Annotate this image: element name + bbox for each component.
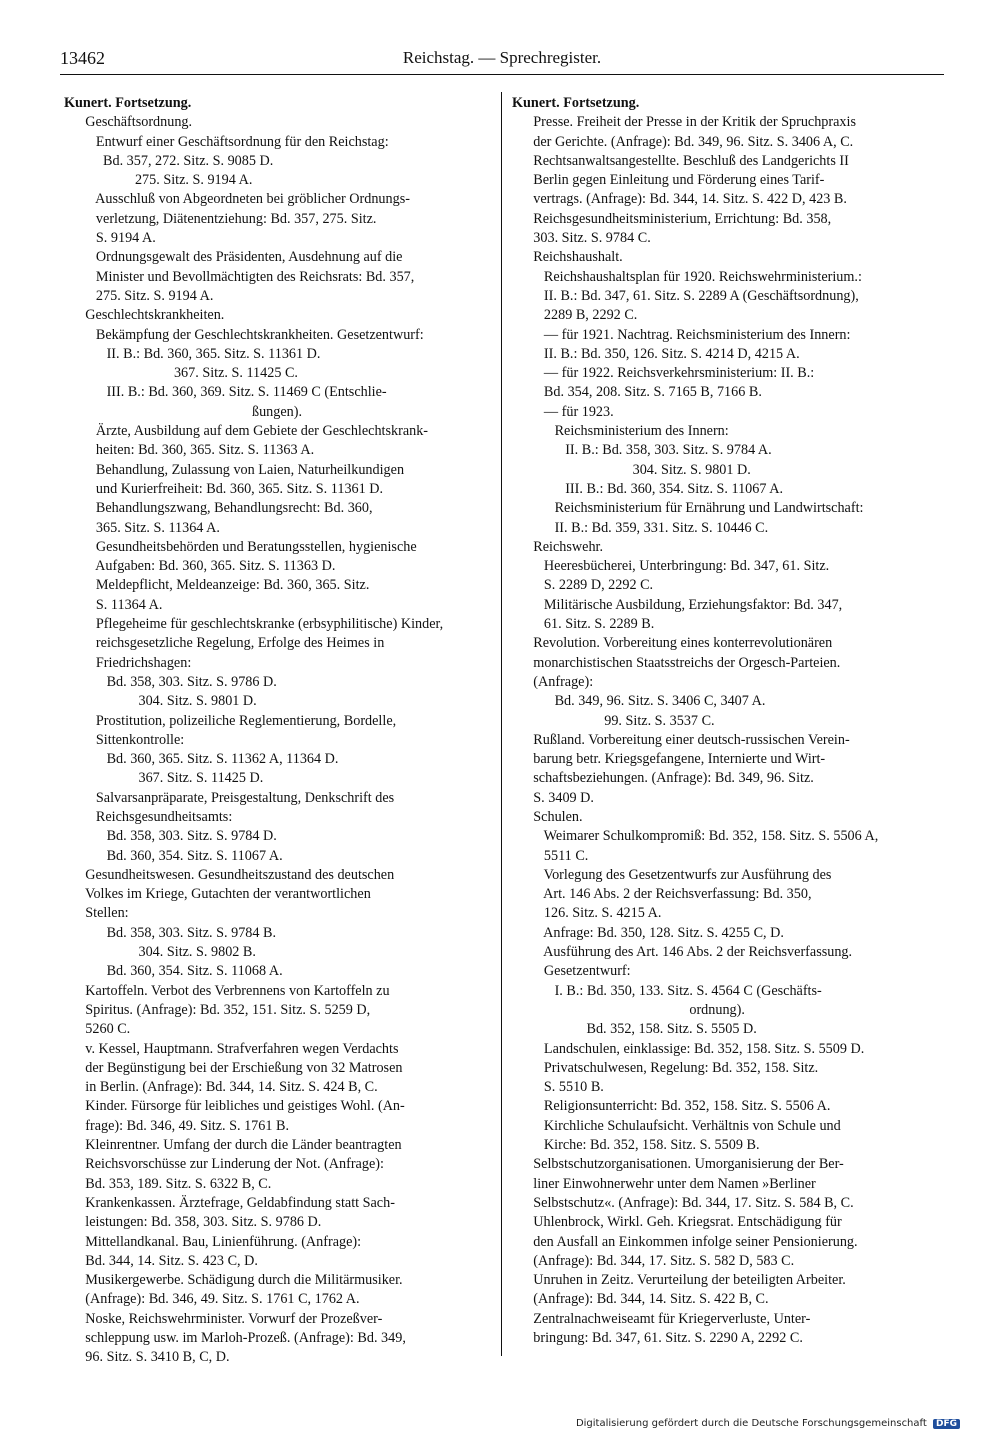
register-line: 99. Sitz. S. 3537 C.: [512, 712, 715, 729]
register-line: Weimarer Schulkompromiß: Bd. 352, 158. Sitz. S. 5506 A,: [512, 828, 879, 845]
right-column: [512, 94, 938, 1348]
register-line: frage): Bd. 346, 49. Sitz. S. 1761 B.: [64, 1117, 290, 1134]
register-line: Bd. 344, 14. Sitz. S. 423 C, D.: [64, 1252, 258, 1269]
register-line: Reichsministerium des Innern:: [512, 423, 729, 440]
register-line: Reichsgesundheitsministerium, Errichtung: Bd. 358,: [512, 210, 832, 227]
register-line: Privatschulwesen, Regelung: Bd. 352, 158. Sitz.: [512, 1059, 819, 1076]
register-line: 275. Sitz. S. 9194 A.: [64, 287, 214, 304]
register-line: Uhlenbrock, Wirkl. Geh. Kriegsrat. Entschädigung für: [512, 1214, 842, 1231]
register-line: Noske, Reichswehrminister. Vorwurf der Prozeßver-: [64, 1310, 383, 1327]
register-line: 304. Sitz. S. 9801 D.: [512, 461, 751, 478]
register-line: Reichshaushaltsplan für 1920. Reichswehrministerium.:: [512, 268, 862, 285]
register-line: Bd. 358, 303. Sitz. S. 9784 B.: [64, 924, 277, 941]
register-line: schleppung usw. im Marloh-Prozeß. (Anfrage): Bd. 349,: [64, 1330, 406, 1346]
continuation-heading: Kunert. Fortsetzung.: [512, 95, 640, 111]
register-line: Geschlechtskrankheiten.: [64, 307, 225, 324]
register-line: Minister und Bevollmächtigten des Reichsrats: Bd. 357,: [64, 268, 415, 285]
register-line: S. 5510 B.: [512, 1079, 604, 1096]
register-line: Reichsgesundheitsamts:: [64, 808, 233, 825]
register-line: ßungen).: [64, 403, 303, 420]
register-line: Bd. 360, 354. Sitz. S. 11068 A.: [64, 963, 283, 980]
register-line: Kleinrentner. Umfang der durch die Länder beantragten: [64, 1137, 402, 1154]
register-line: Bd. 358, 303. Sitz. S. 9786 D.: [64, 673, 277, 690]
register-line: II. B.: Bd. 359, 331. Sitz. S. 10446 C.: [512, 519, 769, 536]
register-line: Kinder. Fürsorge für leibliches und geistiges Wohl. (An-: [64, 1098, 405, 1115]
register-line: II. B.: Bd. 358, 303. Sitz. S. 9784 A.: [512, 442, 772, 459]
register-line: 96. Sitz. S. 3410 B, C, D.: [64, 1349, 230, 1366]
register-line: Volkes im Kriege, Gutachten der verantwortlichen: [64, 886, 371, 903]
register-line: Ausschluß von Abgeordneten bei gröblicher Ordnungs-: [64, 191, 410, 208]
register-line: Reichshaushalt.: [512, 249, 623, 266]
register-line: liner Einwohnerwehr unter dem Namen »Berliner: [512, 1175, 816, 1192]
register-line: ordnung).: [512, 1001, 745, 1018]
register-line: Sittenkontrolle:: [64, 731, 185, 748]
register-line: Bd. 360, 365. Sitz. S. 11362 A, 11364 D.: [64, 751, 339, 768]
register-line: reichsgesetzliche Regelung, Erfolge des Heimes in: [64, 635, 385, 652]
footer-text: Digitalisierung gefördert durch die Deutsche Forschungsgemeinschaft: [575, 1418, 927, 1429]
register-line: den Ausfall an Einkommen infolge seiner Pensionierung.: [512, 1233, 858, 1250]
register-line: Gesundheitswesen. Gesundheitszustand des deutschen: [64, 866, 395, 883]
column-divider: [501, 92, 502, 1356]
register-line: Religionsunterricht: Bd. 352, 158. Sitz. S. 5506 A.: [512, 1098, 831, 1115]
dfg-logo: DFG: [933, 1419, 960, 1429]
register-line: S. 11364 A.: [64, 596, 163, 613]
register-line: Art. 146 Abs. 2 der Reichsverfassung: Bd. 350,: [512, 886, 812, 903]
register-line: — für 1923.: [512, 403, 614, 420]
register-line: Unruhen in Zeitz. Verurteilung der beteiligten Arbeiter.: [512, 1272, 846, 1289]
register-line: Ausführung des Art. 146 Abs. 2 der Reichsverfassung.: [512, 944, 853, 961]
register-line: Bd. 360, 354. Sitz. S. 11067 A.: [64, 847, 283, 864]
register-line: Anfrage: Bd. 350, 128. Sitz. S. 4255 C, D.: [512, 924, 784, 941]
register-line: 367. Sitz. S. 11425 D.: [64, 770, 264, 787]
register-line: Bd. 358, 303. Sitz. S. 9784 D.: [64, 828, 277, 845]
register-line: Friedrichshagen:: [64, 654, 192, 671]
register-line: (Anfrage): Bd. 344, 17. Sitz. S. 582 D, 583 C.: [512, 1252, 795, 1269]
register-line: — für 1921. Nachtrag. Reichsministerium des Innern:: [512, 326, 851, 343]
running-head: Reichstag. — Sprechregister.: [402, 48, 602, 67]
page-header: [60, 44, 944, 72]
register-line: II. B.: Bd. 350, 126. Sitz. S. 4214 D, 4215 A.: [512, 345, 800, 362]
register-line: (Anfrage):: [512, 673, 594, 690]
register-line: 275. Sitz. S. 9194 A.: [64, 172, 253, 189]
register-line: Reichsvorschüsse zur Linderung der Not. (Anfrage):: [64, 1156, 384, 1173]
register-line: S. 2289 D, 2292 C.: [512, 577, 654, 594]
register-line: Presse. Freiheit der Presse in der Kritik der Spruchpraxis: [512, 114, 856, 131]
register-line: Bd. 354, 208. Sitz. S. 7165 B, 7166 B.: [512, 384, 762, 401]
register-line: Stellen:: [64, 905, 129, 922]
register-line: Behandlung, Zulassung von Laien, Naturheilkundigen: [64, 461, 405, 478]
register-line: 61. Sitz. S. 2289 B.: [512, 616, 655, 633]
register-line: 303. Sitz. S. 9784 C.: [512, 230, 651, 247]
register-line: Reichswehr.: [512, 538, 604, 555]
register-line: Reichsministerium für Ernährung und Landwirtschaft:: [512, 500, 864, 517]
register-line: Selbstschutz«. (Anfrage): Bd. 344, 17. Sitz. S. 584 B, C.: [512, 1194, 854, 1211]
register-line: schaftsbeziehungen. (Anfrage): Bd. 349, 96. Sitz.: [512, 770, 814, 787]
register-line: Vorlegung des Gesetzentwurfs zur Ausführung des: [512, 866, 832, 883]
register-line: Kirche: Bd. 352, 158. Sitz. S. 5509 B.: [512, 1137, 760, 1154]
register-line: 126. Sitz. S. 4215 A.: [512, 905, 662, 922]
register-line: II. B.: Bd. 360, 365. Sitz. S. 11361 D.: [64, 345, 321, 362]
register-line: Prostitution, polizeiliche Reglementierung, Bordelle,: [64, 712, 397, 729]
register-line: heiten: Bd. 360, 365. Sitz. S. 11363 A.: [64, 442, 315, 459]
register-line: Meldepflicht, Meldeanzeige: Bd. 360, 365. Sitz.: [64, 577, 370, 594]
register-line: barung betr. Kriegsgefangene, Internierte und Wirt-: [512, 751, 826, 768]
register-line: — für 1922. Reichsverkehrsministerium: II. B.:: [512, 365, 815, 382]
register-line: Behandlungszwang, Behandlungsrecht: Bd. 360,: [64, 500, 373, 517]
register-line: Berlin gegen Einleitung und Förderung eines Tarif-: [512, 172, 825, 189]
register-line: Geschäftsordnung.: [64, 114, 193, 131]
register-line: Kirchliche Schulaufsicht. Verhältnis von Schule und: [512, 1117, 841, 1134]
register-line: S. 9194 A.: [64, 230, 156, 247]
continuation-heading: Kunert. Fortsetzung.: [64, 95, 192, 111]
register-line: III. B.: Bd. 360, 369. Sitz. S. 11469 C (Entschlie-: [64, 384, 387, 401]
register-line: der Gerichte. (Anfrage): Bd. 349, 96. Sitz. S. 3406 A, C.: [512, 133, 854, 150]
register-line: III. B.: Bd. 360, 354. Sitz. S. 11067 A.: [512, 480, 784, 497]
register-line: Zentralnachweiseamt für Kriegerverluste, Unter-: [512, 1310, 811, 1327]
register-line: Bd. 349, 96. Sitz. S. 3406 C, 3407 A.: [512, 693, 766, 710]
register-line: 365. Sitz. S. 11364 A.: [64, 519, 220, 536]
register-line: 304. Sitz. S. 9801 D.: [64, 693, 257, 710]
register-line: Salvarsanpräparate, Preisgestaltung, Denkschrift des: [64, 789, 395, 806]
register-line: Aufgaben: Bd. 360, 365. Sitz. S. 11363 D.: [64, 558, 336, 575]
register-line: Selbstschutzorganisationen. Umorganisierung der Ber-: [512, 1156, 844, 1173]
register-line: 367. Sitz. S. 11425 C.: [64, 365, 298, 382]
register-line: 5260 C.: [64, 1021, 131, 1038]
register-line: Ordnungsgewalt des Präsidenten, Ausdehnung auf die: [64, 249, 403, 266]
register-line: Bekämpfung der Geschlechtskrankheiten. Gesetzentwurf:: [64, 326, 424, 343]
register-line: Landschulen, einklassige: Bd. 352, 158. Sitz. S. 5509 D.: [512, 1040, 865, 1057]
register-line: Gesundheitsbehörden und Beratungsstellen, hygienische: [64, 538, 417, 555]
register-line: Militärische Ausbildung, Erziehungsfaktor: Bd. 347,: [512, 596, 843, 613]
register-line: bringung: Bd. 347, 61. Sitz. S. 2290 A, 2292 C.: [512, 1330, 803, 1346]
register-line: I. B.: Bd. 350, 133. Sitz. S. 4564 C (Geschäfts-: [512, 982, 822, 999]
footer-note: [576, 1418, 960, 1429]
register-line: Pflegeheime für geschlechtskranke (erbsyphilitische) Kinder,: [64, 616, 444, 633]
register-line: 304. Sitz. S. 9802 B.: [64, 944, 256, 961]
register-line: v. Kessel, Hauptmann. Strafverfahren wegen Verdachts: [64, 1040, 399, 1057]
register-line: Kartoffeln. Verbot des Verbrennens von Kartoffeln zu: [64, 982, 390, 999]
register-line: Entwurf einer Geschäftsordnung für den Reichstag:: [64, 133, 389, 150]
register-line: verletzung, Diätenentziehung: Bd. 357, 275. Sitz.: [64, 210, 377, 227]
register-line: (Anfrage): Bd. 344, 14. Sitz. S. 422 B, C.: [512, 1291, 769, 1308]
register-line: Mittellandkanal. Bau, Linienführung. (Anfrage):: [64, 1233, 362, 1250]
register-line: in Berlin. (Anfrage): Bd. 344, 14. Sitz. S. 424 B, C.: [64, 1079, 378, 1096]
register-line: Rechtsanwaltsangestellte. Beschluß des Landgerichts II: [512, 152, 849, 169]
register-line: leistungen: Bd. 358, 303. Sitz. S. 9786 D.: [64, 1214, 322, 1231]
register-line: vertrags. (Anfrage): Bd. 344, 14. Sitz. S. 422 D, 423 B.: [512, 191, 847, 208]
left-column: [64, 94, 484, 1368]
register-line: und Kurierfreiheit: Bd. 360, 365. Sitz. S. 11361 D.: [64, 480, 384, 497]
register-line: II. B.: Bd. 347, 61. Sitz. S. 2289 A (Geschäftsordnung),: [512, 287, 859, 304]
register-line: 5511 C.: [512, 847, 589, 864]
register-line: Heeresbücherei, Unterbringung: Bd. 347, 61. Sitz.: [512, 558, 830, 575]
register-line: Musikergewerbe. Schädigung durch die Militärmusiker.: [64, 1272, 403, 1289]
register-line: Bd. 352, 158. Sitz. S. 5505 D.: [512, 1021, 757, 1038]
register-line: der Begünstigung bei der Erschießung von 32 Matrosen: [64, 1059, 403, 1076]
register-line: S. 3409 D.: [512, 789, 594, 806]
register-line: Gesetzentwurf:: [512, 963, 631, 980]
register-line: Ärzte, Ausbildung auf dem Gebiete der Geschlechtskrank-: [64, 423, 429, 440]
register-line: Rußland. Vorbereitung einer deutsch-russischen Verein-: [512, 731, 850, 748]
register-line: Revolution. Vorbereitung eines konterrevolutionären: [512, 635, 833, 652]
register-line: monarchistischen Staatsstreichs der Orgesch-Parteien.: [512, 654, 841, 671]
register-line: Bd. 353, 189. Sitz. S. 6322 B, C.: [64, 1175, 272, 1192]
register-line: Schulen.: [512, 808, 583, 825]
register-line: Krankenkassen. Ärztefrage, Geldabfindung statt Sach-: [64, 1194, 395, 1211]
register-line: Bd. 357, 272. Sitz. S. 9085 D.: [64, 152, 274, 169]
register-line: 2289 B, 2292 C.: [512, 307, 638, 324]
register-line: (Anfrage): Bd. 346, 49. Sitz. S. 1761 C, 1762 A.: [64, 1291, 360, 1308]
register-line: Spiritus. (Anfrage): Bd. 352, 151. Sitz. S. 5259 D,: [64, 1001, 371, 1018]
header-rule: [60, 74, 944, 75]
page-number: 13462: [60, 48, 105, 68]
